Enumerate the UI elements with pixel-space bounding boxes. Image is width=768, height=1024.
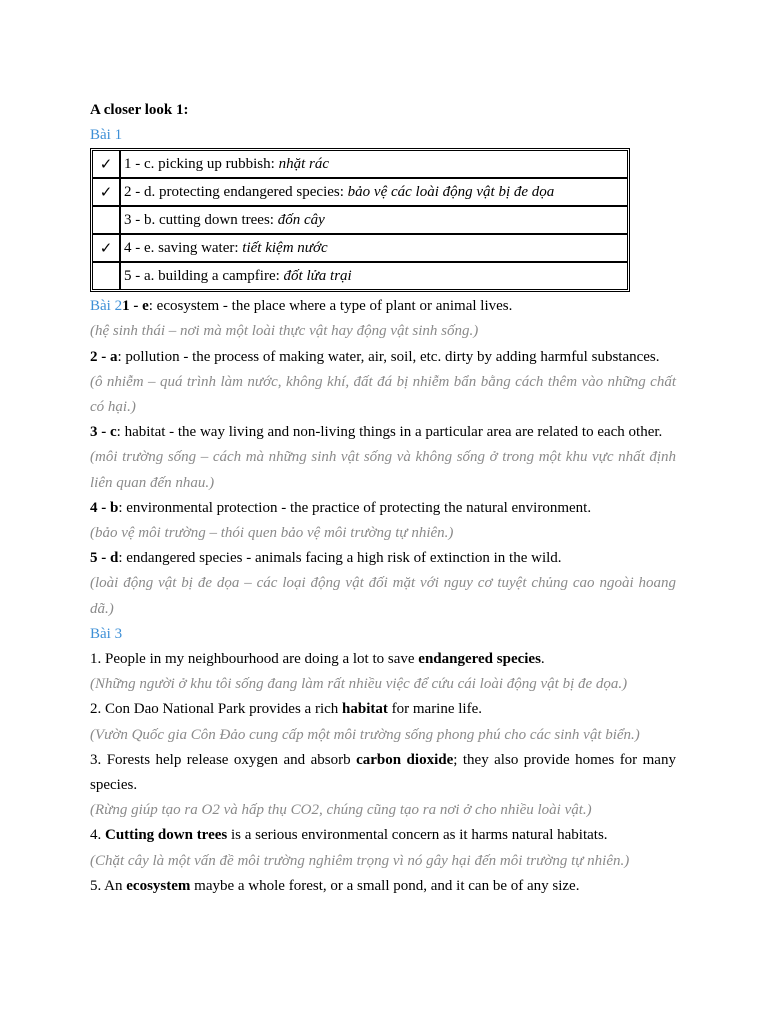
- translation: (Những người ở khu tôi sống đang làm rất nhiều việc để cứu cái loài động vật bị đe dọa.): [90, 676, 628, 693]
- definition-text: : ecosystem - the place where a type of plant or animal lives.: [148, 298, 513, 315]
- definition-text: : endangered species - animals facing a high risk of extinction in the wild.: [118, 550, 562, 567]
- bai3-sentence: [90, 697, 676, 722]
- sentence-text: 3. Forests help release oxygen and absorb: [90, 751, 357, 768]
- check-mark: [92, 262, 120, 290]
- translation: (ô nhiễm – quá trình làm nước, không khí, đất đá bị nhiễm bẩn bằng cách thêm vào những chất có hại.): [90, 373, 676, 416]
- table-row: [92, 178, 628, 206]
- answer-cell: [120, 262, 628, 290]
- bai3-sentence: [90, 748, 676, 798]
- translation: (Chặt cây là một vấn đề môi trường nghiêm trọng vì nó gây hại đến môi trường tự nhiên.): [90, 852, 630, 869]
- translation: (môi trường sống – cách mà những sinh vật sống và không sống ở trong một khu vực nhất định liên quan đến nhau.): [90, 449, 676, 491]
- definition-text: : pollution - the process of making water, air, soil, etc. dirty by adding harmful substances.: [117, 348, 660, 365]
- definition-text: : habitat - the way living and non-living things in a particular area are related to each other.: [116, 424, 663, 441]
- answer-key: 4 - b: [90, 499, 119, 516]
- check-mark: ✓: [92, 150, 120, 178]
- answer-translation: bảo vệ các loài động vật bị đe dọa: [347, 183, 555, 200]
- bai3-sentence: [90, 874, 676, 899]
- sentence-text: 5. An: [90, 877, 127, 894]
- sentence-text: maybe a whole forest, or a small pond, and it can be of any size.: [190, 877, 580, 894]
- sentence-text: 4.: [90, 827, 105, 844]
- sentence-text: for marine life.: [387, 701, 482, 718]
- sentence-answer: habitat: [342, 701, 388, 718]
- answer-key: 5 - d: [90, 550, 119, 567]
- check-mark: ✓: [92, 178, 120, 206]
- answer-translation: tiết kiệm nước: [242, 239, 328, 256]
- translation: (loài động vật bị đe dọa – các loại động vật đối mặt với nguy cơ tuyệt chủng cao ngoài hoang dã.): [90, 575, 676, 617]
- sentence-text: ; they also provide homes for many species.: [90, 751, 676, 794]
- translation: (hệ sinh thái – nơi mà một loài thực vật hay động vật sinh sống.): [90, 323, 479, 340]
- translation: (Rừng giúp tạo ra O2 và hấp thụ CO2, chúng cũng tạo ra nơi ở cho nhiều loài vật.): [90, 802, 592, 819]
- bai1-answer-table: [90, 148, 630, 292]
- sentence-text: 1. People in my neighbourhood are doing a lot to save: [90, 651, 419, 668]
- answer-key: 2 - a: [90, 348, 118, 365]
- document-page: [90, 98, 676, 899]
- answer-text: 1 - c. picking up rubbish:: [124, 155, 279, 172]
- answer-cell: [120, 150, 628, 178]
- bai2-item: [90, 420, 676, 445]
- answer-cell: [120, 178, 628, 206]
- bai2-item: [90, 345, 676, 370]
- definition-text: : environmental protection - the practice of protecting the natural environment.: [118, 499, 592, 516]
- section-title: A closer look 1:: [90, 102, 189, 118]
- translation: (bảo vệ môi trường – thói quen bảo vệ môi trường tự nhiên.): [90, 525, 454, 542]
- answer-text: 5 - a. building a campfire:: [124, 267, 284, 284]
- sentence-text: 2. Con Dao National Park provides a rich: [90, 701, 343, 718]
- bai3-sentence: [90, 823, 676, 848]
- bai2-item: [90, 294, 676, 319]
- sentence-answer: Cutting down trees: [105, 827, 228, 844]
- bai2-label: Bài 2: [90, 298, 123, 315]
- answer-translation: đốt lửa trại: [283, 267, 352, 284]
- answer-translation: nhặt rác: [278, 155, 329, 172]
- check-mark: ✓: [92, 234, 120, 262]
- answer-cell: [120, 234, 628, 262]
- table-row: [92, 206, 628, 234]
- sentence-answer: ecosystem: [126, 877, 191, 894]
- sentence-answer: carbon dioxide: [356, 751, 454, 768]
- answer-text: 3 - b. cutting down trees:: [124, 211, 278, 228]
- bai3-sentence: [90, 647, 676, 672]
- bai3-label: Bài 3: [90, 625, 123, 642]
- bai2-item: [90, 546, 676, 571]
- translation: (Vườn Quốc gia Côn Đảo cung cấp một môi trường sống phong phú cho các sinh vật biển.): [90, 726, 640, 743]
- check-mark: [92, 206, 120, 234]
- answer-key: 1 - e: [122, 298, 149, 315]
- table-row: [92, 150, 628, 178]
- sentence-answer: endangered species: [418, 651, 541, 668]
- answer-key: 3 - c: [90, 424, 117, 441]
- sentence-text: is a serious environmental concern as it harms natural habitats.: [227, 827, 608, 844]
- bai2-item: [90, 496, 676, 521]
- table-row: [92, 234, 628, 262]
- answer-text: 4 - e. saving water:: [124, 239, 243, 256]
- answer-text: 2 - d. protecting endangered species:: [124, 183, 348, 200]
- table-row: [92, 262, 628, 290]
- bai1-label: Bài 1: [90, 127, 123, 143]
- sentence-text: .: [540, 651, 545, 668]
- answer-cell: [120, 206, 628, 234]
- answer-translation: đốn cây: [277, 211, 325, 228]
